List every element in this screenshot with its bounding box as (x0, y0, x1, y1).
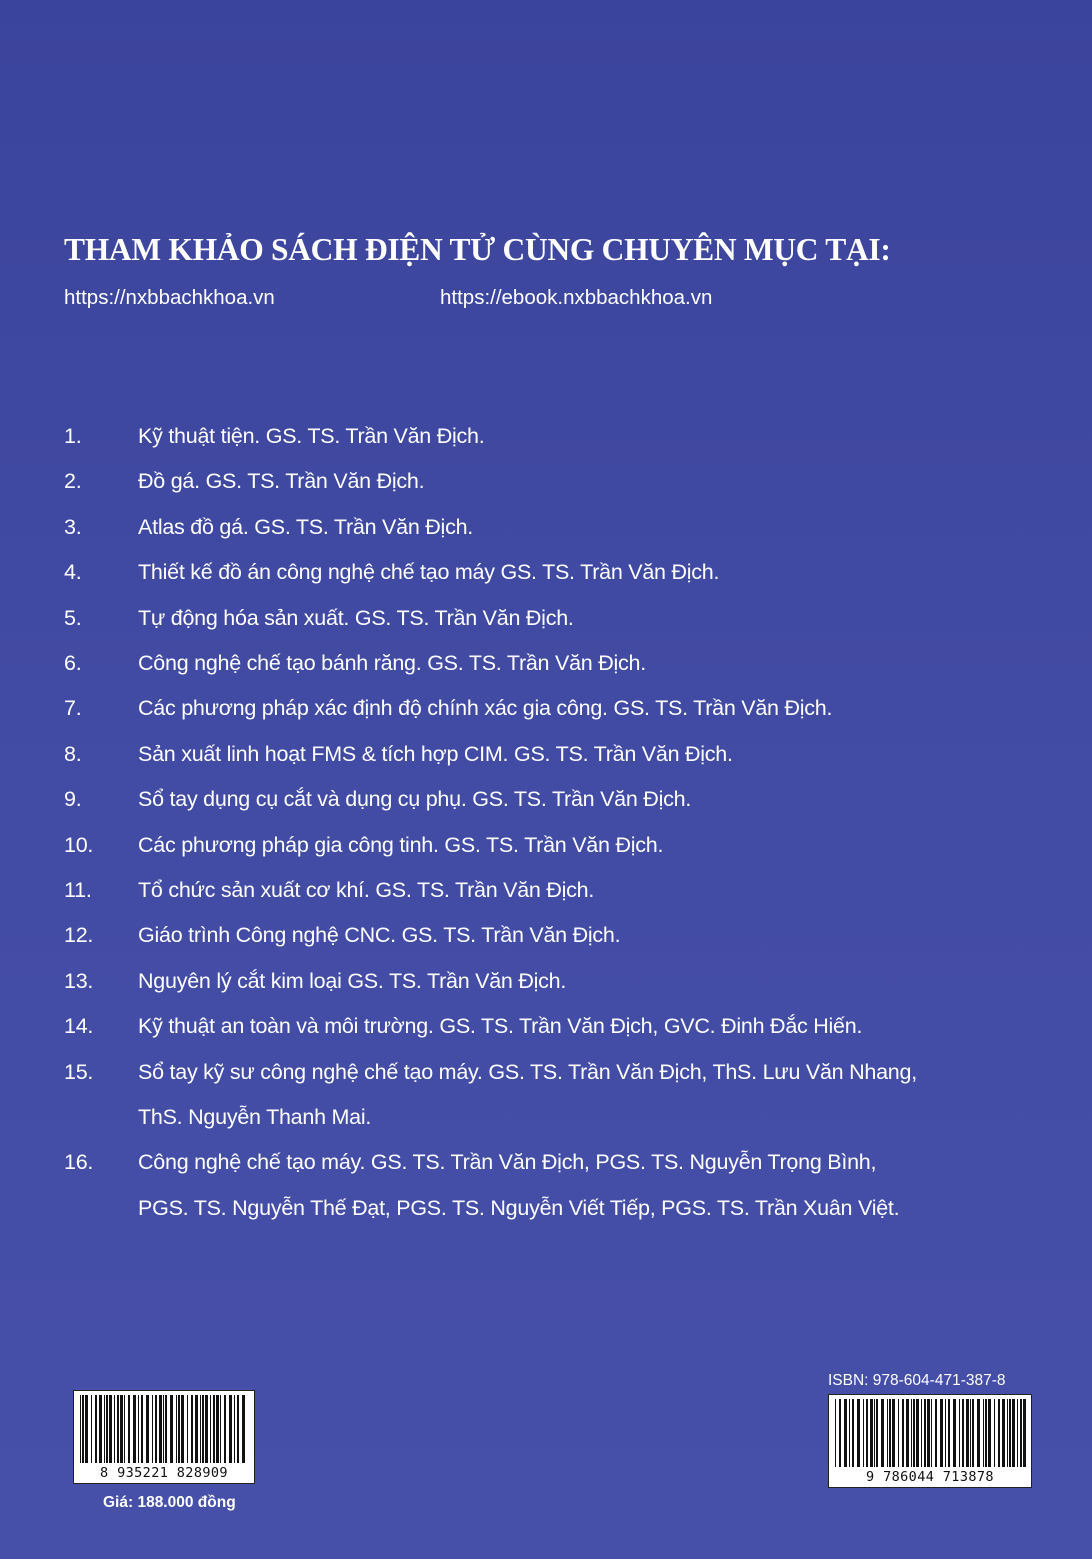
barcode-bar (906, 1399, 909, 1467)
barcode-bar (220, 1395, 221, 1463)
barcode-bar (95, 1395, 97, 1463)
barcode-bar (152, 1395, 153, 1463)
book-number: 2. (64, 469, 82, 494)
barcode-bar (966, 1399, 969, 1467)
book-number: 1. (64, 424, 82, 448)
barcode-bar (935, 1399, 937, 1467)
barcode-bar (210, 1395, 211, 1463)
barcode-bar (128, 1395, 130, 1463)
barcode-right-bars (833, 1399, 1027, 1467)
barcode-bar (82, 1395, 84, 1463)
barcode-bar (181, 1395, 184, 1463)
barcode-bar (187, 1395, 188, 1463)
barcode-bar (959, 1399, 960, 1467)
price-label: Giá: 188.000 đồng (103, 1494, 236, 1511)
barcode-bar (242, 1395, 245, 1463)
reference-heading: THAM KHẢO SÁCH ĐIỆN TỬ CÙNG CHUYÊN MỤC TẠI: (64, 232, 891, 267)
barcode-left-bars (78, 1395, 250, 1463)
book-title: Công nghệ chế tạo máy. GS. TS. Trần Văn Địch, PGS. TS. Nguyễn Trọng Bình, (138, 1150, 877, 1175)
barcode-bar (970, 1399, 971, 1467)
barcode-bar (1007, 1399, 1008, 1467)
barcode-bar (165, 1395, 167, 1463)
book-title: ThS. Nguyễn Thanh Mai. (138, 1104, 372, 1129)
book-title: Kỹ thuật an toàn và môi trường. GS. TS. Trần Văn Địch, GVC. Đinh Đắc Hiến. (138, 1014, 863, 1039)
book-title: Nguyên lý cắt kim loại GS. TS. Trần Văn Địch. (138, 968, 567, 993)
book-number: 13. (64, 968, 94, 993)
barcode-bar (138, 1395, 139, 1463)
barcode-bar (106, 1395, 108, 1463)
barcode-bar (857, 1399, 860, 1467)
book-number: 3. (64, 514, 82, 539)
barcode-bar (913, 1399, 915, 1467)
book-title: Sổ tay kỹ sư công nghệ chế tạo máy. GS. TS. Trần Văn Địch, ThS. Lưu Văn Nhang, (138, 1059, 917, 1084)
barcode-bar (844, 1399, 847, 1467)
barcode-bar (133, 1395, 136, 1463)
barcode-bar (1017, 1399, 1018, 1467)
ebook-url[interactable]: https://ebook.nxbbachkhoa.vn (440, 286, 713, 309)
barcode-bar (983, 1399, 984, 1467)
barcode-bar (202, 1395, 204, 1463)
barcode-bar (998, 1399, 1000, 1467)
barcode-bar (237, 1395, 239, 1463)
barcode-bar (881, 1399, 884, 1467)
book-number: 9. (64, 787, 82, 812)
barcode-bar (200, 1395, 201, 1463)
barcode-bar (994, 1399, 995, 1467)
book-title: Thiết kế đồ án công nghệ chế tạo máy GS. TS. Trần Văn Địch. (138, 560, 720, 585)
barcode-right-digits: 9 786044 713878 (866, 1469, 994, 1485)
barcode-bar (234, 1395, 235, 1463)
barcode-bar (146, 1395, 149, 1463)
book-number: 16. (64, 1150, 94, 1175)
barcode-bar (889, 1399, 891, 1467)
barcode-bar (91, 1395, 92, 1463)
barcode-bar (216, 1395, 219, 1463)
barcode-bar (1009, 1399, 1011, 1467)
barcode-bar (849, 1399, 850, 1467)
book-title: Tổ chức sản xuất cơ khí. GS. TS. Trần Văn Địch. (138, 878, 595, 902)
barcode-bar (163, 1395, 164, 1463)
barcode-bar (945, 1399, 946, 1467)
barcode-bar (195, 1395, 198, 1463)
barcode-bar (874, 1399, 875, 1467)
book-title: Tự động hóa sản xuất. GS. TS. Trần Văn Địch. (138, 605, 574, 630)
book-title: Kỹ thuật tiện. GS. TS. Trần Văn Địch. (138, 424, 485, 448)
barcode-bar (1020, 1399, 1022, 1467)
book-title: Các phương pháp gia công tinh. GS. TS. Trần Văn Địch. (138, 832, 664, 857)
barcode-bar (988, 1399, 991, 1467)
book-number: 5. (64, 605, 82, 630)
book-number: 11. (64, 878, 92, 902)
isbn-label: ISBN: 978-604-471-387-8 (828, 1372, 1006, 1389)
barcode-bar (117, 1395, 119, 1463)
barcode-bar (977, 1399, 980, 1467)
book-number: 6. (64, 651, 82, 675)
website-url[interactable]: https://nxbbachkhoa.vn (64, 286, 275, 309)
barcode-bar (229, 1395, 232, 1463)
barcode-bar (863, 1399, 864, 1467)
barcode-bar (921, 1399, 922, 1467)
book-title: PGS. TS. Nguyễn Thế Đạt, PGS. TS. Nguyễn Viết Tiếp, PGS. TS. Trần Xuân Việt. (138, 1195, 900, 1220)
barcode-left-digits: 8 935221 828909 (100, 1465, 228, 1481)
barcode-bar (114, 1395, 115, 1463)
barcode-bar (99, 1395, 102, 1463)
book-title: Sản xuất linh hoạt FMS & tích hợp CIM. GS. TS. Trần Văn Địch. (138, 741, 733, 766)
barcode-bar (178, 1395, 180, 1463)
barcode-bar (191, 1395, 193, 1463)
book-number: 10. (64, 832, 94, 857)
barcode-bar (85, 1395, 88, 1463)
barcode-bar (898, 1399, 899, 1467)
barcode-bar (876, 1399, 878, 1467)
book-number: 15. (64, 1059, 94, 1084)
barcode-bar (870, 1399, 873, 1467)
barcode-bar (931, 1399, 932, 1467)
barcode-bar (80, 1395, 81, 1463)
barcode-bar (972, 1399, 974, 1467)
barcode-bar (176, 1395, 177, 1463)
barcode-bar (159, 1395, 162, 1463)
book-number: 8. (64, 741, 82, 766)
book-number: 7. (64, 696, 82, 721)
barcode-bar (1002, 1399, 1005, 1467)
barcode-bar (109, 1395, 112, 1463)
book-title: Đồ gá. GS. TS. Trần Văn Địch. (138, 469, 425, 494)
barcode-bar (927, 1399, 930, 1467)
barcode-bar (205, 1395, 208, 1463)
barcode-bar (141, 1395, 143, 1463)
barcode-bar (1023, 1399, 1026, 1467)
barcode-bar (224, 1395, 226, 1463)
book-title: Giáo trình Công nghệ CNC. GS. TS. Trần Văn Địch. (138, 923, 621, 948)
barcode-bar (213, 1395, 215, 1463)
barcode-bar (124, 1395, 125, 1463)
barcode-bar (911, 1399, 912, 1467)
barcode-bar (887, 1399, 888, 1467)
barcode-bar (104, 1395, 105, 1463)
book-title: Sổ tay dụng cụ cắt và dụng cụ phụ. GS. TS. Trần Văn Địch. (138, 787, 692, 812)
barcode-bar (852, 1399, 854, 1467)
barcode-bar (953, 1399, 956, 1467)
barcode-bar (120, 1395, 123, 1463)
barcode-bar (916, 1399, 919, 1467)
book-title: Công nghệ chế tạo bánh răng. GS. TS. Trần Văn Địch. (138, 651, 646, 675)
barcode-left (73, 1390, 255, 1484)
barcode-bar (985, 1399, 987, 1467)
book-number: 14. (64, 1014, 94, 1039)
book-number: 4. (64, 560, 82, 585)
barcode-bar (924, 1399, 926, 1467)
barcode-bar (839, 1399, 841, 1467)
barcode-bar (962, 1399, 964, 1467)
book-title: Các phương pháp xác định độ chính xác gia công. GS. TS. Trần Văn Địch. (138, 696, 833, 721)
barcode-bar (902, 1399, 904, 1467)
barcode-bar (835, 1399, 836, 1467)
book-number: 12. (64, 923, 94, 948)
barcode-bar (170, 1395, 173, 1463)
barcode-bar (940, 1399, 943, 1467)
barcode-bar (892, 1399, 895, 1467)
barcode-bar (155, 1395, 157, 1463)
barcode-bar (948, 1399, 950, 1467)
book-title: Atlas đồ gá. GS. TS. Trần Văn Địch. (138, 514, 474, 539)
barcode-right (828, 1394, 1032, 1488)
barcode-bar (866, 1399, 868, 1467)
barcode-bar (1012, 1399, 1015, 1467)
